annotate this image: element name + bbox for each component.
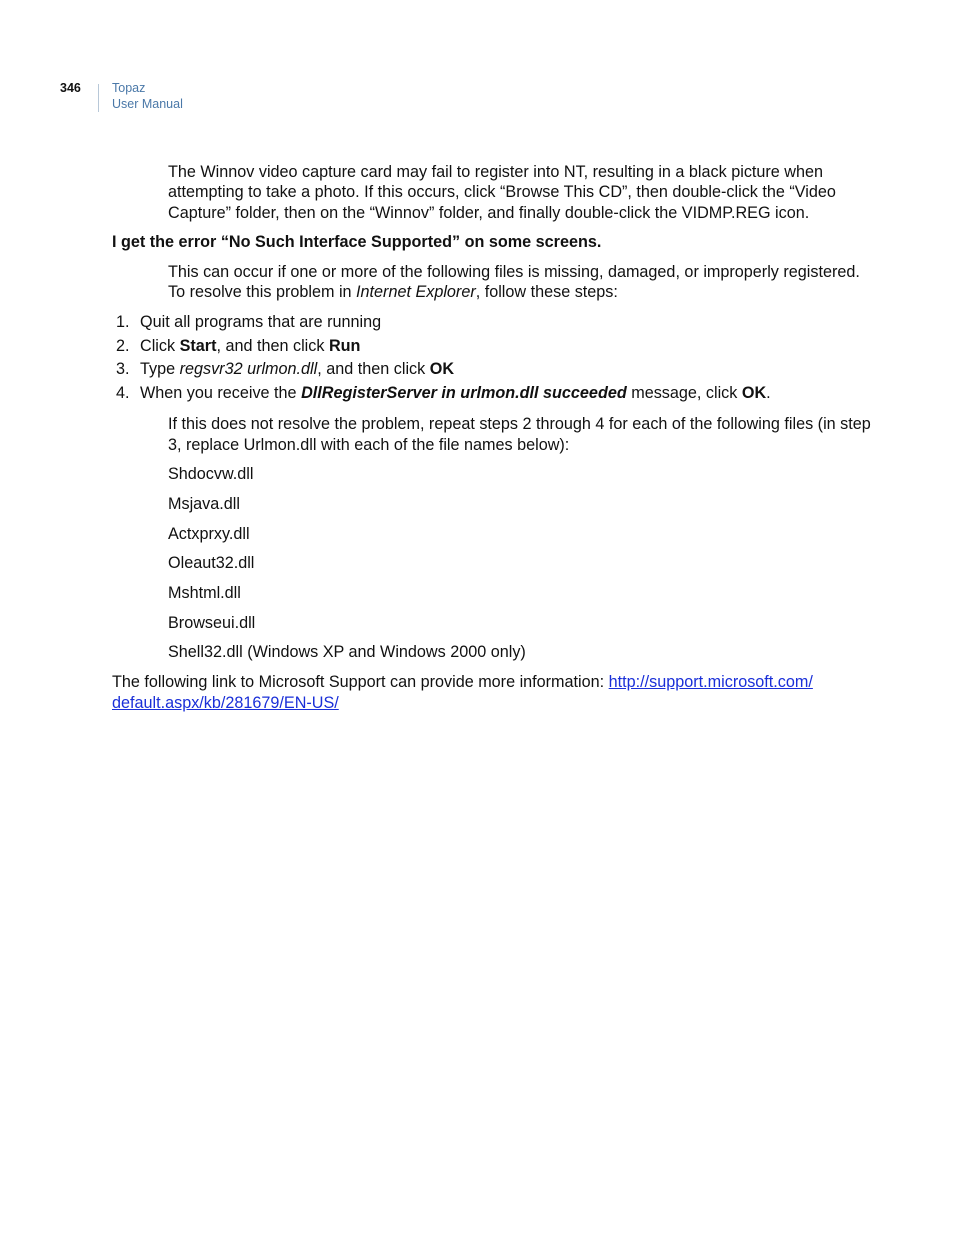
run-label: Run	[328, 336, 361, 355]
support-link-line1: http://support.microsoft.com/	[608, 673, 813, 692]
support-note	[112, 672, 872, 713]
file-name: Shell32.dll (Windows XP and Windows 2000 only)	[168, 643, 526, 662]
header-titles	[112, 80, 183, 112]
header-divider	[98, 84, 99, 112]
steps-list	[112, 311, 872, 405]
step-number: 3.	[116, 360, 130, 379]
winnov-paragraph: The Winnov video capture card may fail to register into NT, resulting in a black picture when attempting to take a photo. If this occurs, click “Browse This CD”, then double-click the “Video Capture” folder, then on the “Winnov” folder, and finally double-click the VIDMP.REG icon.	[168, 163, 836, 222]
success-message: DllRegisterServer in urlmon.dll succeeded	[301, 383, 627, 402]
step-text-pre: Click	[140, 336, 180, 355]
file-name: Mshtml.dll	[168, 584, 241, 603]
file-list	[168, 464, 872, 663]
list-item	[112, 382, 872, 406]
step-text-mid: message, click	[626, 383, 742, 402]
step-text: Quit all programs that are running	[140, 313, 382, 332]
step-text-pre: Type	[140, 360, 180, 379]
page-number: 346	[60, 81, 81, 95]
product-name: Topaz	[112, 81, 146, 95]
list-item	[112, 311, 872, 335]
list-item	[112, 335, 872, 359]
step-text-mid: , and then click	[216, 336, 329, 355]
intro-text-end: , follow these steps:	[475, 283, 618, 302]
file-name: Actxprxy.dll	[168, 524, 250, 543]
support-link-line2: default.aspx/kb/281679/EN-US/	[112, 693, 339, 712]
section-heading: I get the error “No Such Interface Supported” on some screens.	[112, 233, 602, 252]
file-name: Shdocvw.dll	[168, 465, 254, 484]
intro-text-start: This can occur if one or more of the following files is missing, damaged, or improperly registered. To resolve this problem in	[168, 262, 860, 302]
step-text-pre: When you receive the	[140, 383, 302, 402]
step-number: 2.	[116, 336, 130, 355]
step-text-post: .	[766, 383, 771, 402]
support-note-text: The following link to Microsoft Support can provide more information:	[112, 673, 609, 692]
file-name: Msjava.dll	[168, 494, 240, 513]
start-label: Start	[179, 336, 217, 355]
page-content	[112, 162, 872, 713]
manual-name: User Manual	[112, 97, 183, 111]
step-number: 1.	[116, 313, 130, 332]
command-text: regsvr32 urlmon.dll	[179, 360, 318, 379]
section-intro	[168, 262, 872, 303]
repeat-instructions: If this does not resolve the problem, repeat steps 2 through 4 for each of the following files (in step 3, replace Urlmon.dll with each of the file names below):	[168, 415, 871, 454]
step-number: 4.	[116, 383, 130, 402]
list-item	[112, 358, 872, 382]
file-name: Browseui.dll	[168, 613, 256, 632]
ok-label: OK	[741, 383, 767, 402]
step-text-mid: , and then click	[317, 360, 430, 379]
ok-label: OK	[429, 360, 455, 379]
file-name: Oleaut32.dll	[168, 554, 255, 573]
intro-app-name: Internet Explorer	[356, 283, 476, 302]
